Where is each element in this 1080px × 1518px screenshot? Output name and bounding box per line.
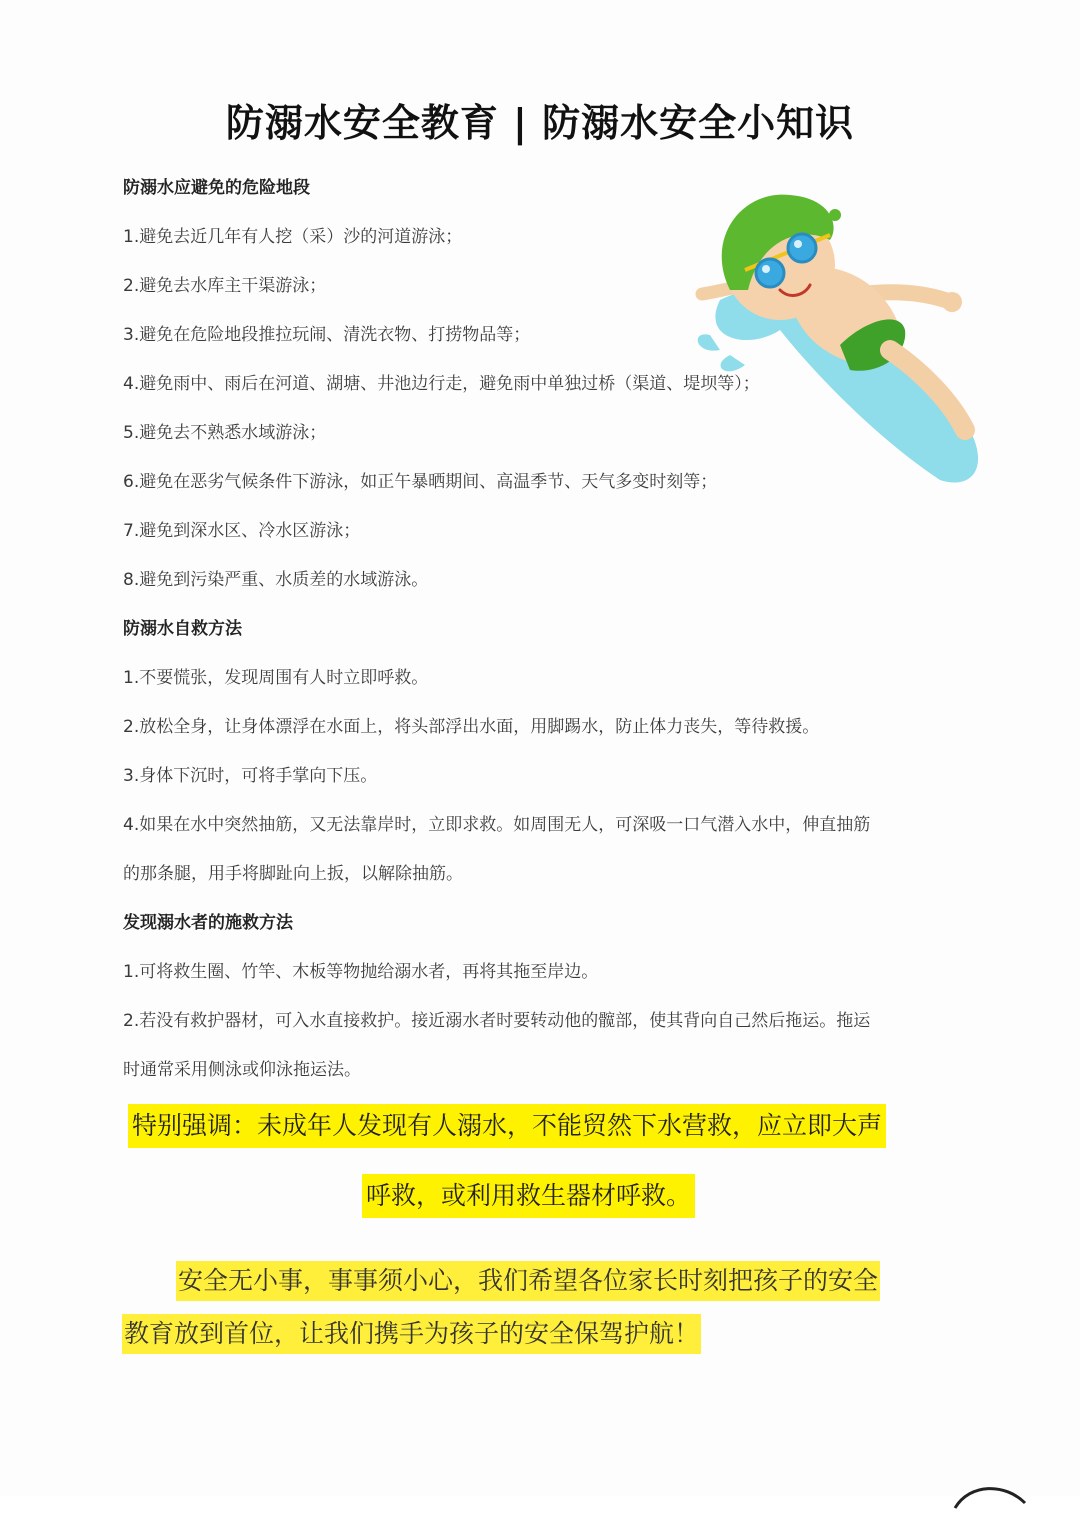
list-item: 4.如果在水中突然抽筋，又无法靠岸时，立即求救。如周围无人，可深吸一口气潜入水中，伸直抽筋 xyxy=(123,815,871,835)
closing-line-1: 安全无小事，事事须小心，我们希望各位家长时刻把孩子的安全 xyxy=(176,1261,880,1301)
corner-arc-icon xyxy=(950,1478,1030,1518)
list-item: 6.避免在恶劣气候条件下游泳，如正午暴晒期间、高温季节、天气多变时刻等； xyxy=(123,472,718,492)
page-title: 防溺水安全教育 | 防溺水安全小知识 xyxy=(225,101,855,145)
list-item: 8.避免到污染严重、水质差的水域游泳。 xyxy=(123,570,429,590)
emphasis-line-2: 呼救，或利用救生器材呼救。 xyxy=(362,1174,695,1218)
section-heading-rescue-methods: 发现溺水者的施救方法 xyxy=(123,913,293,933)
swimmer-icon xyxy=(690,180,990,500)
closing-line-2: 教育放到首位，让我们携手为孩子的安全保驾护航！ xyxy=(122,1314,701,1354)
list-item: 2.避免去水库主干渠游泳； xyxy=(123,276,327,296)
list-item: 时通常采用侧泳或仰泳拖运法。 xyxy=(123,1060,361,1080)
list-item: 1.可将救生圈、竹竿、木板等物抛给溺水者，再将其拖至岸边。 xyxy=(123,962,599,982)
list-item: 2.放松全身，让身体漂浮在水面上，将头部浮出水面，用脚踢水，防止体力丧失，等待救援。 xyxy=(123,717,820,737)
list-item: 3.身体下沉时，可将手掌向下压。 xyxy=(123,766,378,786)
list-item: 2.若没有救护器材，可入水直接救护。接近溺水者时要转动他的髋部，使其背向自己然后拖运。拖运 xyxy=(123,1011,871,1031)
list-item: 7.避免到深水区、冷水区游泳； xyxy=(123,521,361,541)
section-heading-self-rescue: 防溺水自救方法 xyxy=(123,619,242,639)
emphasis-line-1: 特别强调：未成年人发现有人溺水，不能贸然下水营救，应立即大声 xyxy=(128,1104,886,1148)
list-item: 1.不要慌张，发现周围有人时立即呼救。 xyxy=(123,668,429,688)
list-item: 5.避免去不熟悉水域游泳； xyxy=(123,423,327,443)
section-heading-danger-areas: 防溺水应避免的危险地段 xyxy=(123,178,310,198)
list-item: 1.避免去近几年有人挖（采）沙的河道游泳； xyxy=(123,227,463,247)
list-item: 4.避免雨中、雨后在河道、湖塘、井池边行走，避免雨中单独过桥（渠道、堤坝等）； xyxy=(123,374,760,394)
list-item: 3.避免在危险地段推拉玩闹、清洗衣物、打捞物品等； xyxy=(123,325,531,345)
list-item: 的那条腿，用手将脚趾向上扳，以解除抽筋。 xyxy=(123,864,463,884)
